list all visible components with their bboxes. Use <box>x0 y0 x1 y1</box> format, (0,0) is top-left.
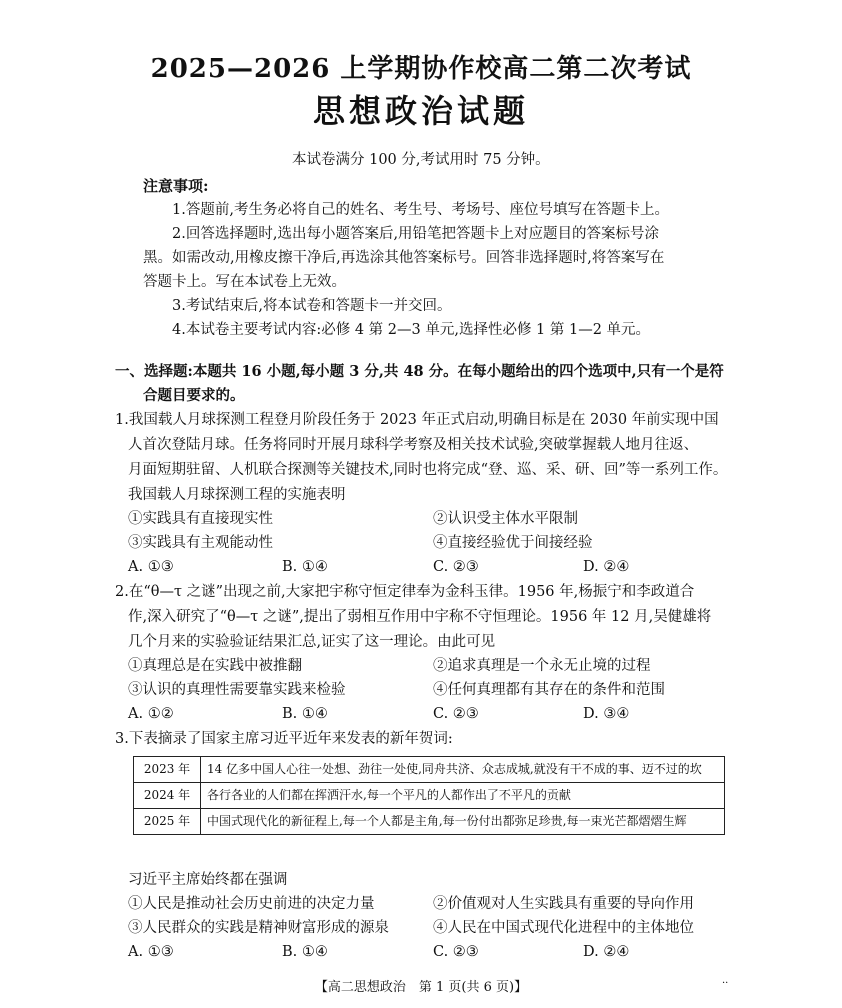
q2-statement-4: ④任何真理都有其存在的条件和范围 <box>433 682 665 698</box>
q1-stem-line4: 我国载人月球探测工程的实施表明 <box>128 487 346 503</box>
q2-choice-a: A. ①② <box>128 706 174 722</box>
q3-choice-a: A. ①③ <box>128 944 174 960</box>
table-cell-quote: 14 亿多中国人心往一处想、劲往一处使,同舟共济、众志成城,就没有干不成的事、迈不过的坎 <box>201 757 725 783</box>
table-row <box>134 757 725 783</box>
q2-stem-line2: 作,深入研究了“θ—τ 之谜”,提出了弱相互作用中宇称不守恒理论。1956 年 12 月,吴健雄将 <box>128 609 712 625</box>
notice-item-1: 1.答题前,考生务必将自己的姓名、考生号、考场号、座位号填写在答题卡上。 <box>172 202 669 218</box>
new-year-speech-table <box>133 756 725 835</box>
q3-choice-c: C. ②③ <box>433 944 479 960</box>
table-cell-quote: 中国式现代化的新征程上,每一个人都是主角,每一份付出都弥足珍贵,每一束光芒都熠熠生辉 <box>201 809 725 835</box>
q2-choice-c: C. ②③ <box>433 706 479 722</box>
table-cell-year: 2025 年 <box>134 809 201 835</box>
score-time-info: 本试卷满分 100 分,考试用时 75 分钟。 <box>292 152 550 168</box>
table-cell-year: 2024 年 <box>134 783 201 809</box>
q1-choice-b: B. ①④ <box>282 559 328 575</box>
q2-choice-b: B. ①④ <box>282 706 328 722</box>
q3-stem-line1: 3.下表摘录了国家主席习近平近年来发表的新年贺词: <box>115 731 453 747</box>
exam-title-subject: 思想政治试题 <box>312 92 529 130</box>
q1-statement-1: ①实践具有直接现实性 <box>128 511 273 527</box>
table-row <box>134 809 725 835</box>
table-cell-year: 2023 年 <box>134 757 201 783</box>
q1-stem-line1: 1.我国载人月球探测工程登月阶段任务于 2023 年正式启动,明确目标是在 2030 年前实现中国 <box>115 412 719 428</box>
notice-item-3: 3.考试结束后,将本试卷和答题卡一并交回。 <box>172 298 452 314</box>
exam-title-line1: 2025—2026 上学期协作校高二第二次考试 <box>150 54 692 84</box>
q1-choice-c: C. ②③ <box>433 559 479 575</box>
q2-stem-line3: 几个月来的实验验证结果汇总,证实了这一理论。由此可见 <box>128 634 496 650</box>
notice-item-4: 4.本试卷主要考试内容:必修 4 第 2—3 单元,选择性必修 1 第 1—2 单元。 <box>172 322 651 338</box>
q3-statement-4: ④人民在中国式现代化进程中的主体地位 <box>433 920 694 936</box>
table-row <box>134 783 725 809</box>
q3-after-table: 习近平主席始终都在强调 <box>128 872 288 888</box>
q2-stem-line1: 2.在“θ—τ 之谜”出现之前,大家把宇称守恒定律奉为金科玉律。1956 年,杨振宁和李政道合 <box>115 584 695 600</box>
q2-statement-3: ③认识的真理性需要靠实践来检验 <box>128 682 346 698</box>
page-footer: 【高二思想政治 第 1 页(共 6 页)】 <box>314 980 528 995</box>
notice-heading: 注意事项: <box>143 177 209 195</box>
footer-mark: ·· <box>722 978 729 989</box>
notice-item-2-cont2: 答题卡上。写在本试卷上无效。 <box>143 274 346 290</box>
q1-stem-line2: 人首次登陆月球。任务将同时开展月球科学考察及相关技术试验,突破掌握载人地月往返、 <box>128 437 699 453</box>
table-cell-quote: 各行各业的人们都在挥洒汗水,每一个平凡的人都作出了不平凡的贡献 <box>201 783 725 809</box>
q3-statement-2: ②价值观对人生实践具有重要的导向作用 <box>433 896 694 912</box>
q1-stem-line3: 月面短期驻留、人机联合探测等关键技术,同时也将完成“登、巡、采、研、回”等一系列工作。 <box>128 462 728 478</box>
q1-statement-3: ③实践具有主观能动性 <box>128 535 273 551</box>
q1-statement-2: ②认识受主体水平限制 <box>433 511 578 527</box>
q3-choice-d: D. ②④ <box>583 944 630 960</box>
section-heading: 一、选择题:本题共 16 小题,每小题 3 分,共 48 分。在每小题给出的四个选项中,只有一个是符 <box>115 363 724 380</box>
q3-choice-b: B. ①④ <box>282 944 328 960</box>
q3-statement-1: ①人民是推动社会历史前进的决定力量 <box>128 896 375 912</box>
q1-choice-a: A. ①③ <box>128 559 174 575</box>
q3-statement-3: ③人民群众的实践是精神财富形成的源泉 <box>128 920 389 936</box>
q1-choice-d: D. ②④ <box>583 559 630 575</box>
notice-item-2-cont: 黑。如需改动,用橡皮擦干净后,再选涂其他答案标号。回答非选择题时,将答案写在 <box>143 250 665 266</box>
q2-statement-2: ②追求真理是一个永无止境的过程 <box>433 658 651 674</box>
section-heading-cont: 合题目要求的。 <box>143 387 245 404</box>
q2-statement-1: ①真理总是在实践中被推翻 <box>128 658 302 674</box>
q2-choice-d: D. ③④ <box>583 706 630 722</box>
notice-item-2: 2.回答选择题时,选出每小题答案后,用铅笔把答题卡上对应题目的答案标号涂 <box>172 226 660 242</box>
q1-statement-4: ④直接经验优于间接经验 <box>433 535 593 551</box>
